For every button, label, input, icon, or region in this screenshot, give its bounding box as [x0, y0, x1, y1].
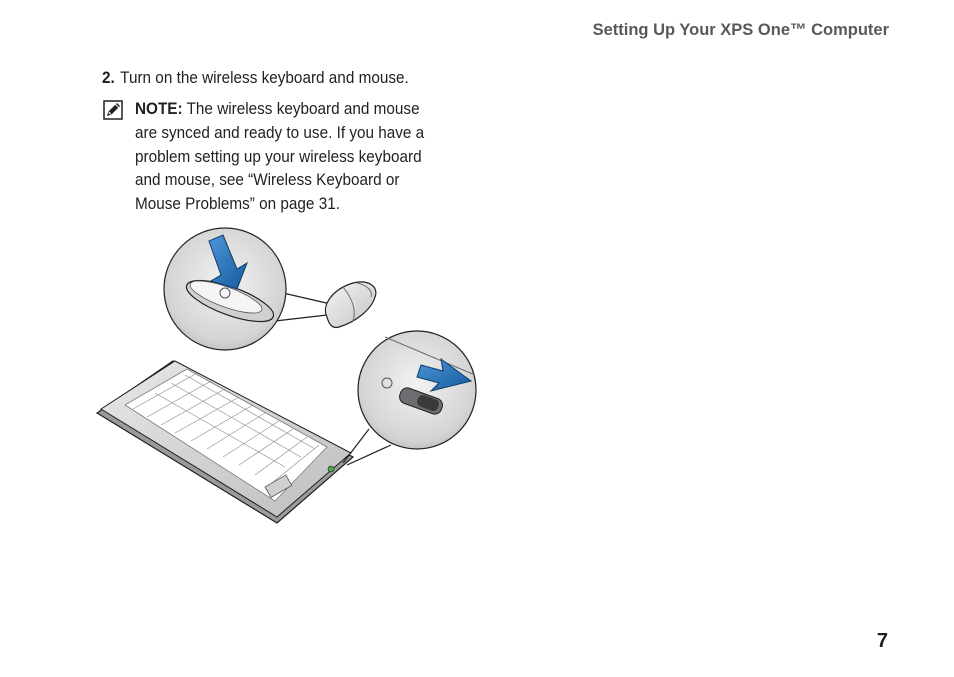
note-line-5: Mouse Problems” on page 31. — [135, 194, 340, 214]
mouse-switch-callout — [164, 228, 286, 350]
pencil-note-icon — [103, 100, 123, 120]
running-header: Setting Up Your XPS One™ Computer — [592, 21, 889, 39]
note-label: NOTE: — [135, 99, 183, 118]
step-text: Turn on the wireless keyboard and mouse. — [120, 68, 409, 87]
step-2 — [102, 67, 409, 89]
note-line-1: NOTE: The wireless keyboard and mouse — [135, 99, 420, 118]
page-number: 7 — [876, 630, 888, 652]
note-line-4: and mouse, see “Wireless Keyboard or — [135, 170, 400, 190]
keyboard-switch-callout — [358, 331, 476, 449]
keyboard — [97, 361, 353, 523]
note-line-2: are synced and ready to use. If you have a — [135, 122, 425, 142]
note-line-3: problem setting up your wireless keyboard — [135, 146, 422, 166]
mouse — [325, 282, 375, 328]
note-block — [135, 97, 424, 216]
step-number: 2. — [102, 68, 115, 87]
keyboard-mouse-illustration — [95, 225, 485, 530]
